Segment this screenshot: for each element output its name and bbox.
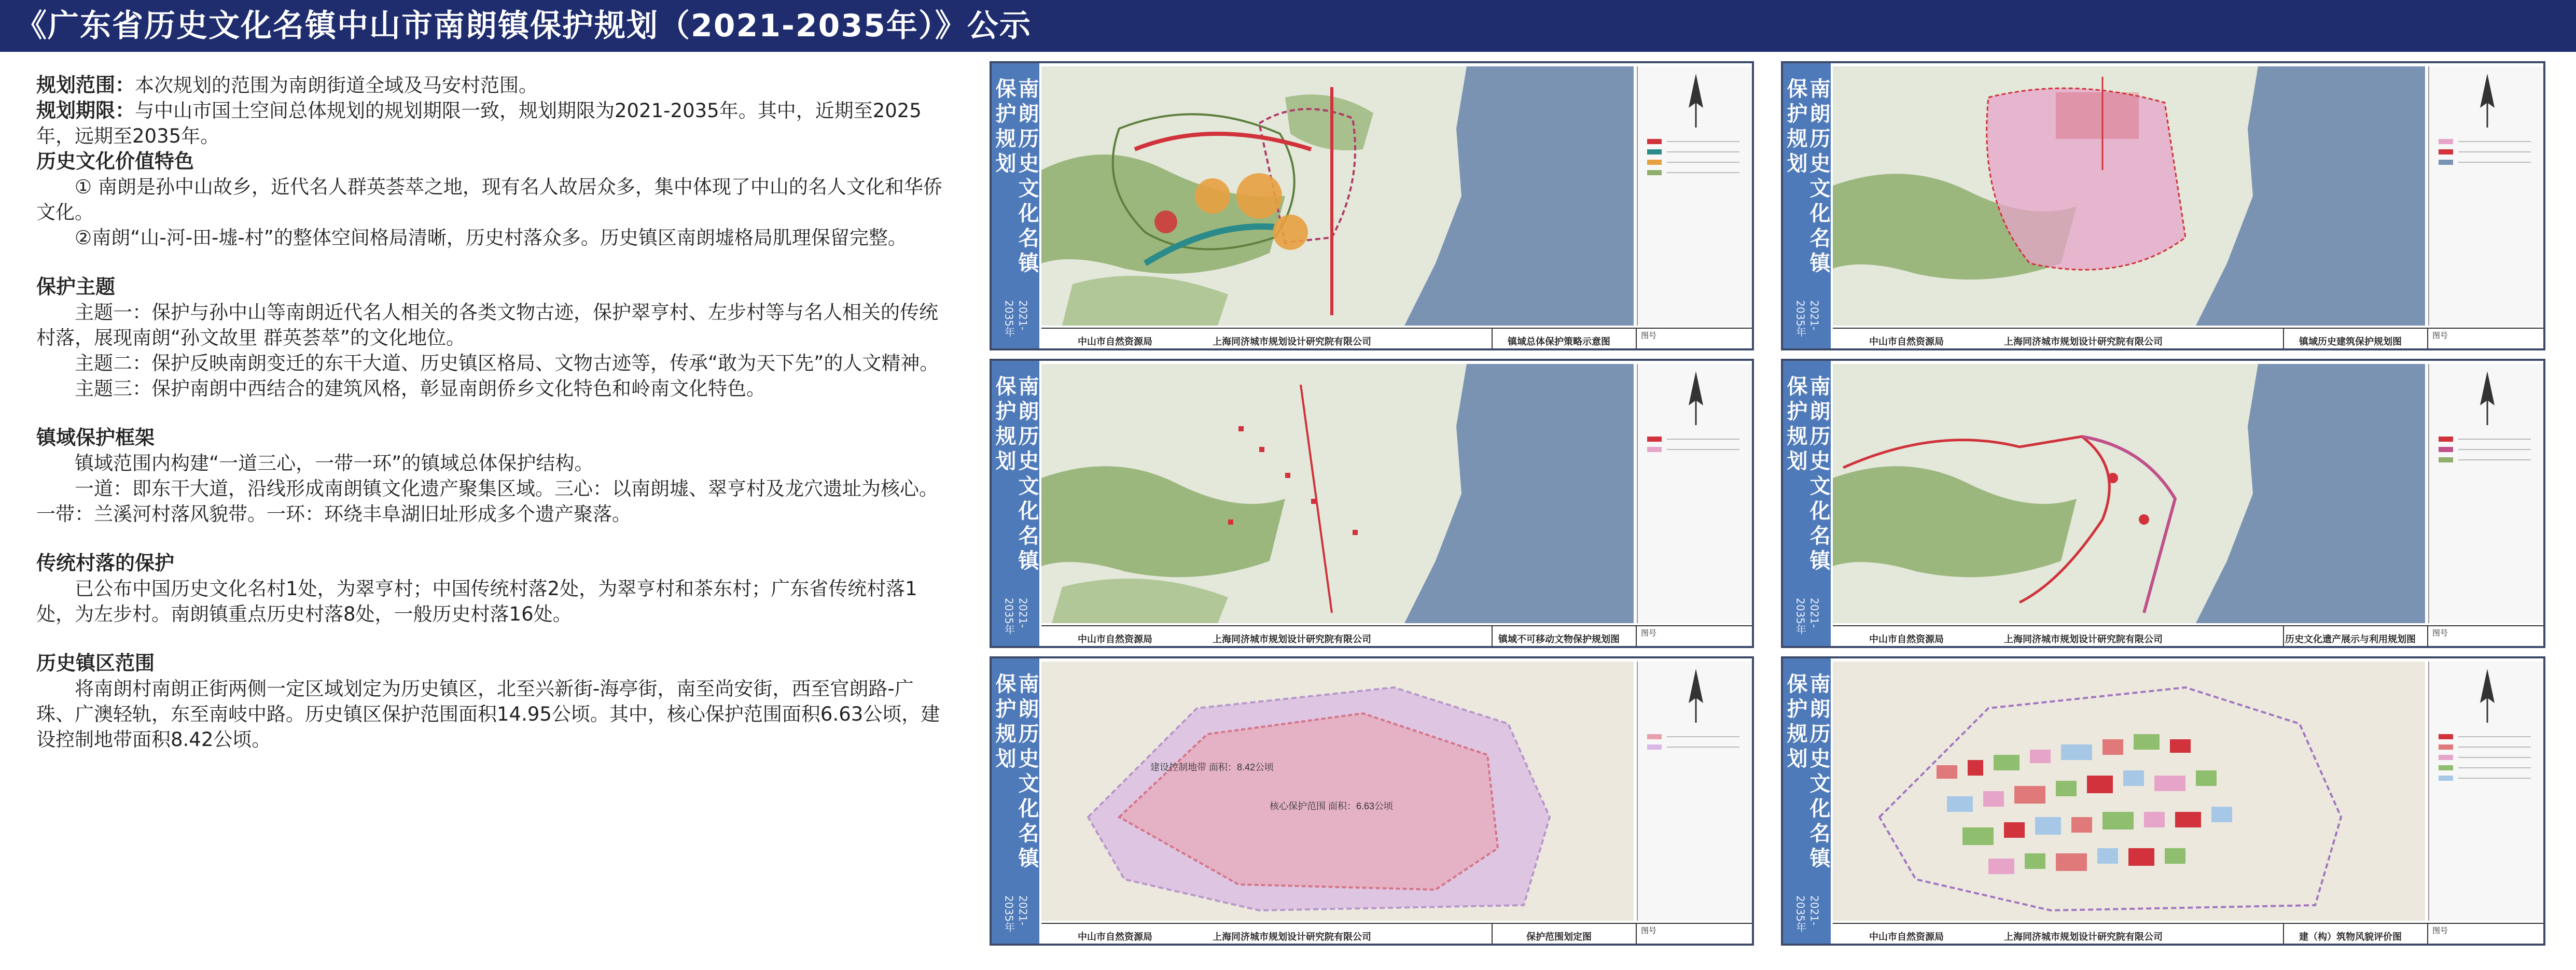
board-institute: 上海同济城市规划设计研究院有限公司 [1213,336,1371,347]
section-heading: 传统村落的保护 [36,552,175,574]
map-image [1833,364,2425,623]
legend-row [2439,734,2532,739]
section-heading: 历史文化价值特色 [36,150,194,173]
board-institute: 上海同济城市规划设计研究院有限公司 [2004,336,2163,347]
scope-text: 本次规划的范围为南朗街道全域及马安村范围。 [135,74,538,96]
legend-row [1647,734,1740,739]
drawing-no-label: 图号 [2432,926,2448,935]
section-paragraph: 将南朗村南朗正街两侧一定区域划定为历史镇区，北至兴新街-海亭街，南至尚安街，西至官朗路-广珠、广澳轻轨，东至南岐中路。历史镇区保护范围面积14.95公顷。其中，核心保护范围面积6.63公顷，建设控制地带面积8.42公顷。 [36,678,940,751]
page-title: 《广东省历史文化名镇中山市南朗镇保护规划（2021-2035年）》公示 [0,0,2576,52]
drawing-no-label: 图号 [2432,628,2448,638]
strategy-map [1041,66,1634,326]
legend-row [1647,160,1740,165]
board-years: 2021-2035年 [1794,597,1821,635]
board-footer [1833,923,2543,945]
north-arrow-icon [1680,369,1711,426]
drawing-name: 镇域不可移动文物保护规划图 [1498,634,1620,645]
board-institute: 上海同济城市规划设计研究院有限公司 [1213,634,1371,645]
map-legend [1637,662,1752,921]
section-framework [36,425,944,527]
historic-building-map [1833,66,2425,326]
section-heading: 镇域保护框架 [36,426,155,449]
north-arrow-icon [1680,72,1711,129]
period-paragraph [36,98,944,149]
protection-zone-map [1041,662,1634,921]
section-heading: 历史镇区范围 [36,652,155,674]
period-label: 规划期限： [36,99,135,122]
scope-label: 规划范围： [36,74,135,96]
section-district [36,651,944,752]
legend-row [1647,170,1740,175]
heritage-display-map [1833,364,2425,623]
board-vertical-title: 南朗历史文化名镇保护规划 [1784,375,1830,574]
drawing-name: 镇域历史建筑保护规划图 [2299,336,2402,347]
legend-row [1647,744,1740,750]
legend-row [2439,139,2532,144]
section-paragraph: 镇域范围内构建“一道三心，一带一环”的镇域总体保护结构。 [75,452,594,474]
building-style-map [1833,662,2425,921]
drawing-no-label: 图号 [1641,331,1657,340]
board-vertical-title: 南朗历史文化名镇保护规划 [992,78,1039,277]
north-arrow-icon [1680,667,1711,724]
section-villages [36,551,944,627]
map-board [990,61,1754,350]
section-paragraph: ②南朗“山-河-田-墟-村”的整体空间格局清晰，历史村落众多。历史镇区南朗墟格局肌理保留完整。 [75,227,907,249]
board-side-strip [1783,63,1831,348]
section-heading: 保护主题 [36,275,116,298]
board-vertical-title: 南朗历史文化名镇保护规划 [992,673,1039,872]
map-board [990,656,1754,946]
relics-map [1041,364,1634,623]
section-paragraph: 一道：即东干大道，沿线形成南朗镇文化遗产聚集区域。三心：以南朗墟、翠亨村及龙穴遗址为核心。一带：兰溪河村落风貌带。一环：环绕丰阜湖旧址形成多个遗产聚落。 [36,477,938,525]
legend-row [2439,149,2532,154]
drawing-name: 镇域总体保护策略示意图 [1508,336,1610,347]
board-footer [1041,923,1752,945]
board-vertical-title: 南朗历史文化名镇保护规划 [1784,78,1830,277]
period-text: 与中山市国土空间总体规划的规划期限一致，规划期限为2021-2035年。其中，近期至2025年，远期至2035年。 [36,100,922,147]
section-paragraph: ① 南朗是孙中山故乡，近代名人群英荟萃之地，现有名人故居众多，集中体现了中山的名人文化和华侨文化。 [36,176,942,223]
legend-row [2439,755,2532,760]
board-org: 中山市自然资源局 [1078,932,1152,943]
map-image [1041,364,1634,623]
section-paragraph: 主题一：保护与孙中山等南朗近代名人相关的各类文物古迹，保护翠亨村、左步村等与名人相关的传统村落，展现南朗“孙文故里 群英荟萃”的文化地位。 [36,301,938,349]
board-years: 2021-2035年 [1794,300,1821,337]
map-board [1781,656,2545,946]
legend-row [2439,160,2532,165]
map-image [1833,66,2425,326]
drawing-no-label: 图号 [1641,926,1657,935]
board-institute: 上海同济城市规划设计研究院有限公司 [2004,932,2163,943]
map-legend [2428,66,2543,326]
board-side-strip [1783,361,1831,646]
legend-row [2439,437,2532,442]
map-image [1041,662,1634,921]
north-arrow-icon [2472,369,2503,426]
board-vertical-title: 南朗历史文化名镇保护规划 [992,375,1039,574]
north-arrow-icon [2472,72,2503,129]
section-theme [36,274,944,401]
legend-row [1647,149,1740,154]
board-years: 2021-2035年 [1002,300,1029,337]
board-vertical-title: 南朗历史文化名镇保护规划 [1784,673,1830,872]
map-image [1833,662,2425,921]
buffer-zone-label: 建设控制地带 面积：8.42公顷 [1150,762,1274,772]
drawing-name: 保护范围划定图 [1526,932,1592,943]
map-image [1041,66,1634,326]
board-years: 2021-2035年 [1002,895,1029,932]
legend-row [2439,447,2532,452]
section-paragraph: 主题二：保护反映南朗变迁的东干大道、历史镇区格局、文物古迹等，传承“敢为天下先”的人文精神。 [75,352,939,374]
legend-row [2439,457,2532,462]
map-board [990,359,1754,648]
map-board [1781,61,2545,350]
scope-paragraph [36,73,944,98]
drawing-no-label: 图号 [2432,331,2448,340]
map-boards [990,61,2545,953]
legend-row [1647,437,1740,442]
legend-row [1647,139,1740,144]
text-column [36,73,944,954]
board-org: 中山市自然资源局 [1078,336,1152,347]
board-side-strip [992,63,1039,348]
section-paragraph: 已公布中国历史文化名村1处，为翠亨村；中国传统村落2处，为翠亨村和茶东村；广东省传统村落1处，为左步村。南朗镇重点历史村落8处，一般历史村落16处。 [36,578,917,625]
board-org: 中山市自然资源局 [1078,634,1152,645]
board-side-strip [992,361,1039,646]
board-institute: 上海同济城市规划设计研究院有限公司 [1213,932,1371,943]
board-org: 中山市自然资源局 [1869,336,1944,347]
drawing-no-label: 图号 [1641,628,1657,638]
legend-row [2439,776,2532,781]
board-footer [1833,328,2543,349]
map-board [1781,359,2545,648]
map-legend [2428,364,2543,623]
board-years: 2021-2035年 [1002,597,1029,635]
board-institute: 上海同济城市规划设计研究院有限公司 [2004,634,2163,645]
core-zone-label: 核心保护范围 面积：6.63公顷 [1270,801,1394,811]
board-org: 中山市自然资源局 [1869,932,1944,943]
board-years: 2021-2035年 [1794,895,1821,932]
board-footer [1041,328,1752,349]
board-org: 中山市自然资源局 [1869,634,1944,645]
legend-row [1647,447,1740,452]
legend-row [2439,765,2532,770]
section-paragraph: 主题三：保护南朗中西结合的建筑风格，彰显南朗侨乡文化特色和岭南文化特色。 [75,377,765,400]
north-arrow-icon [2472,667,2503,724]
map-legend [1637,364,1752,623]
map-legend [2428,662,2543,921]
board-side-strip [992,658,1039,944]
legend-row [2439,744,2532,750]
drawing-name: 历史文化遗产展示与利用规划图 [2285,634,2416,645]
board-footer [1041,625,1752,647]
drawing-name: 建（构）筑物风貌评价图 [2299,932,2402,943]
section-value [36,149,944,250]
map-legend [1637,66,1752,326]
board-footer [1833,625,2543,647]
board-side-strip [1783,658,1831,944]
